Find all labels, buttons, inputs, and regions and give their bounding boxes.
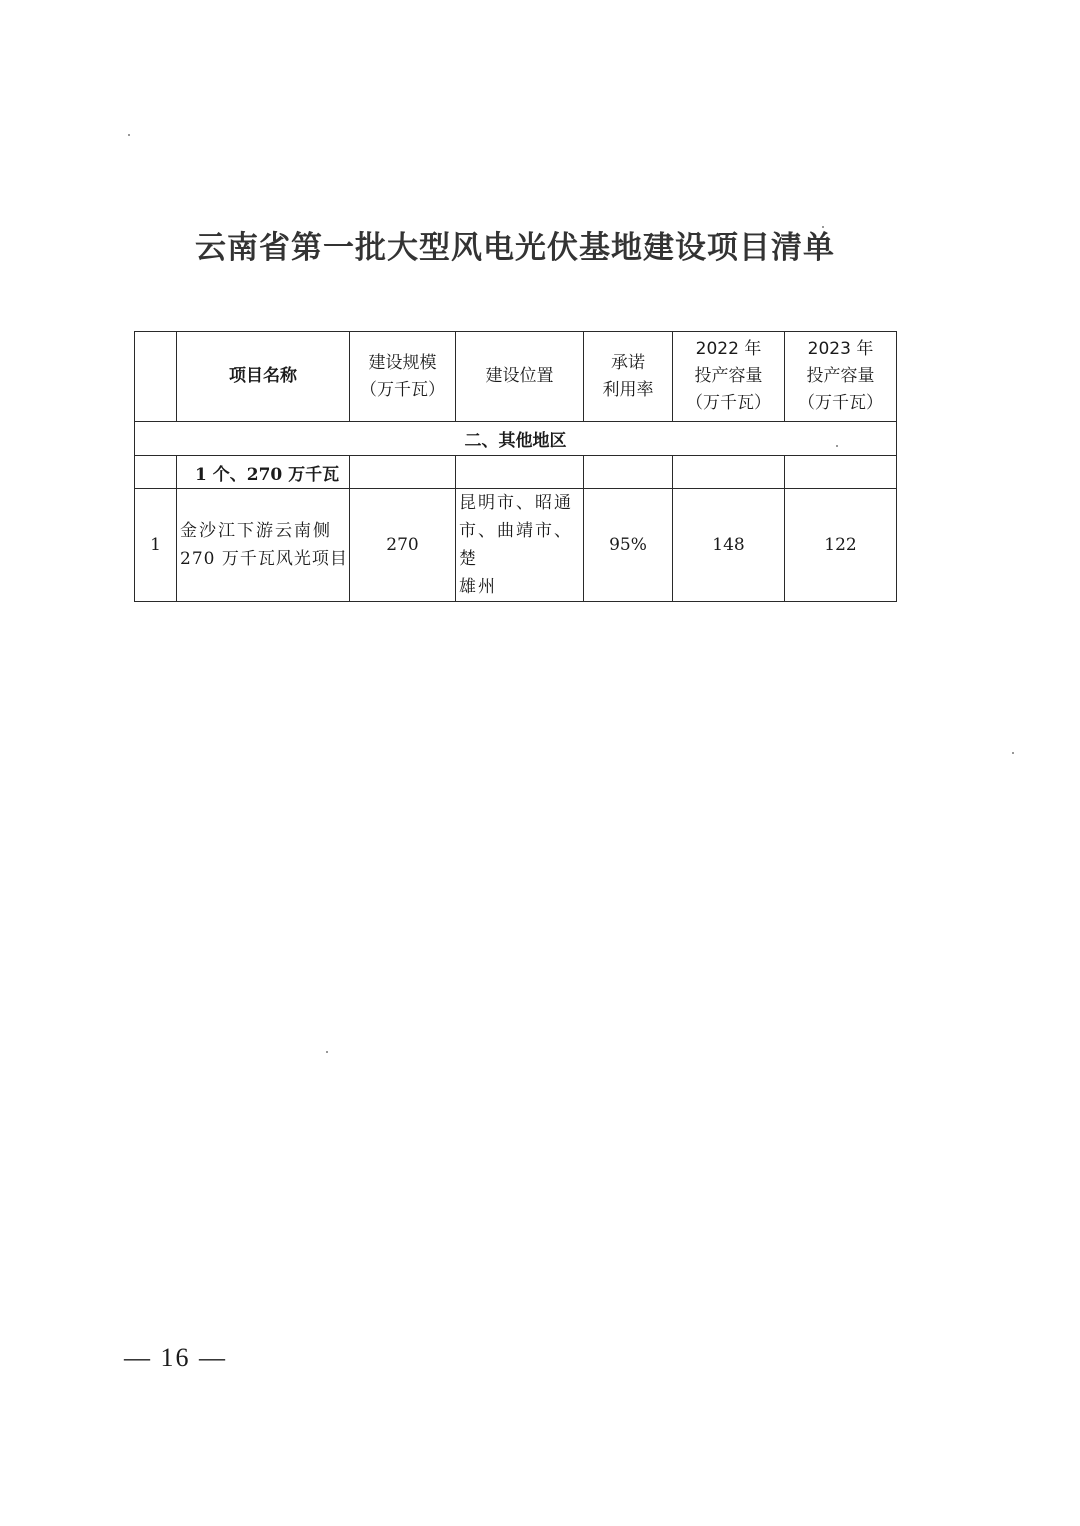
header-rate [584,332,673,422]
row-location-line1: 昆明市、昭通 [459,493,573,513]
group-empty-cell [456,456,584,489]
header-project-name [177,332,350,422]
header-cap-2023-line3: （万千瓦） [798,393,883,413]
header-index [135,332,177,422]
group-empty-cell [673,456,785,489]
header-cap-2023 [785,332,897,422]
header-scale-line2: （万千瓦） [360,379,445,400]
page-number: — 16 — [124,1343,227,1372]
row-location [456,489,584,602]
header-cap-2022-line3: （万千瓦） [686,393,771,413]
project-table [134,331,897,602]
header-cap-2023-line2: 投产容量 [806,366,875,386]
row-location-line2: 市、曲靖市、楚 [459,521,573,569]
row-scale: 270 [350,489,456,602]
group-empty-cell [350,456,456,489]
row-index: 1 [135,489,177,602]
table-row [135,489,897,602]
header-scale [350,332,456,422]
scan-speck [128,134,130,136]
group-empty-cell [785,456,897,489]
header-rate-line2: 利用率 [602,379,654,400]
header-row [135,332,897,422]
row-project-name [177,489,350,602]
section-row [135,422,897,456]
group-empty-cell [584,456,673,489]
header-cap-2022-line2: 投产容量 [694,366,763,386]
header-cap-2023-line1: 2023 年 [807,339,874,359]
scan-speck [836,445,838,447]
header-cap-2022-line1: 2022 年 [695,339,762,359]
row-cap-2023: 122 [785,489,897,602]
header-location [456,332,584,422]
row-cap-2022: 148 [673,489,785,602]
header-location-text: 建设位置 [485,366,554,386]
row-rate: 95% [584,489,673,602]
header-scale-line1: 建设规模 [368,352,437,373]
row-location-line3: 雄州 [459,577,497,597]
header-rate-line1: 承诺 [611,352,645,373]
scan-speck [1012,752,1014,754]
header-cap-2022 [673,332,785,422]
group-title: 1 个、270 万千瓦 [177,456,350,489]
section-title: 二、其他地区 [135,422,897,456]
row-project-name-line1: 金沙江下游云南侧 [180,521,332,541]
group-row [135,456,897,489]
header-project-name-text: 项目名称 [229,366,297,386]
scan-speck [326,1051,328,1053]
scan-speck [822,226,824,228]
page-title: 云南省第一批大型风电光伏基地建设项目清单 [195,230,835,266]
row-project-name-line2: 270 万千瓦风光项目 [180,549,348,569]
group-index-cell [135,456,177,489]
